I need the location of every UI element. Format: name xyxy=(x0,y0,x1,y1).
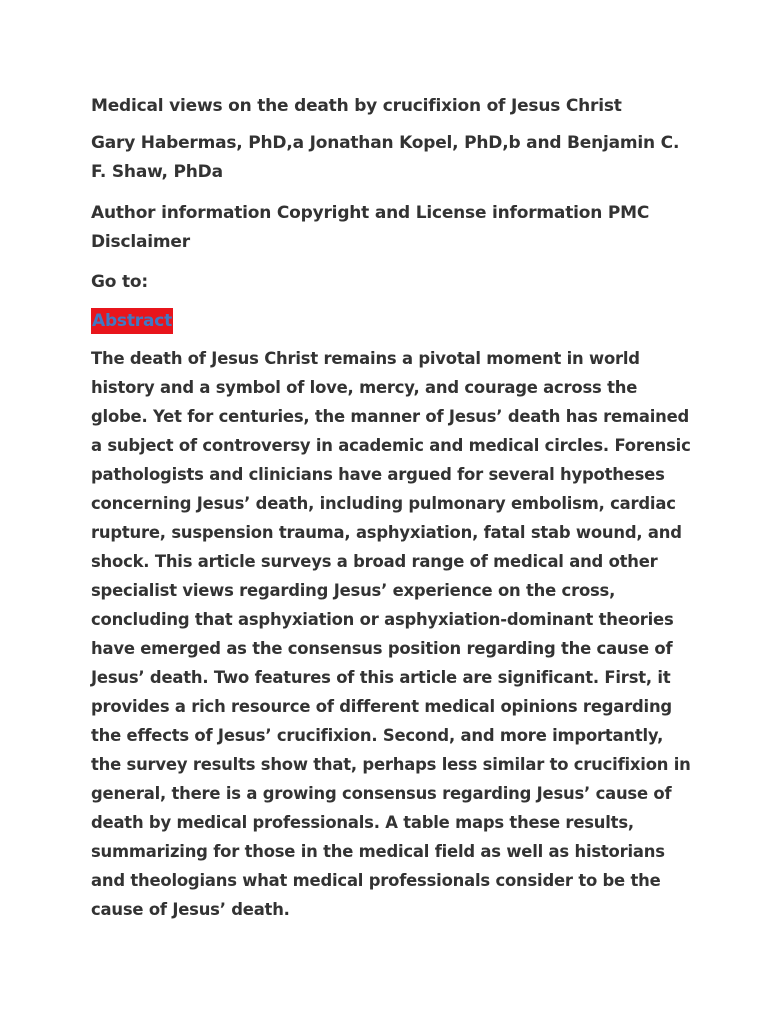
abstract-body: The death of Jesus Christ remains a pivotal moment in world history and a symbol of love, mercy, and courage across the globe. Yet for centuries, the manner of Jesus’ death has remained a subject of controversy in academic and medical circles. Forensic pathologists and clinicians have argued for several hypotheses concerning Jesus’ death, including pulmonary embolism, cardiac rupture, suspension trauma, asphyxiation, fatal stab wound, and shock. This article surveys a broad range of medical and other specialist views regarding Jesus’ experience on the cross, concluding that asphyxiation or asphyxiation-dominant theories have emerged as the consensus position regarding the cause of Jesus’ death. Two features of this article are significant. First, it provides a rich resource of different medical opinions regarding the effects of Jesus’ crucifixion. Second, and more importantly, the survey results show that, perhaps less similar to crucifixion in general, there is a growing consensus regarding Jesus’ cause of death by medical professionals. A table maps these results, summarizing for those in the medical field as well as historians and theologians what medical professionals consider to be the cause of Jesus’ death. xyxy=(91,349,691,919)
author-info-links: Author information Copyright and License information PMC Disclaimer xyxy=(91,203,650,252)
goto-label: Go to: xyxy=(91,272,148,292)
document-page xyxy=(91,93,691,924)
abstract-heading: Abstract xyxy=(91,308,173,334)
abstract-heading-wrapper xyxy=(91,308,691,344)
article-title: Medical views on the death by crucifixion of Jesus Christ xyxy=(91,96,622,116)
author-list: Gary Habermas, PhD,a Jonathan Kopel, PhD,b and Benjamin C. F. Shaw, PhDa xyxy=(91,133,680,182)
